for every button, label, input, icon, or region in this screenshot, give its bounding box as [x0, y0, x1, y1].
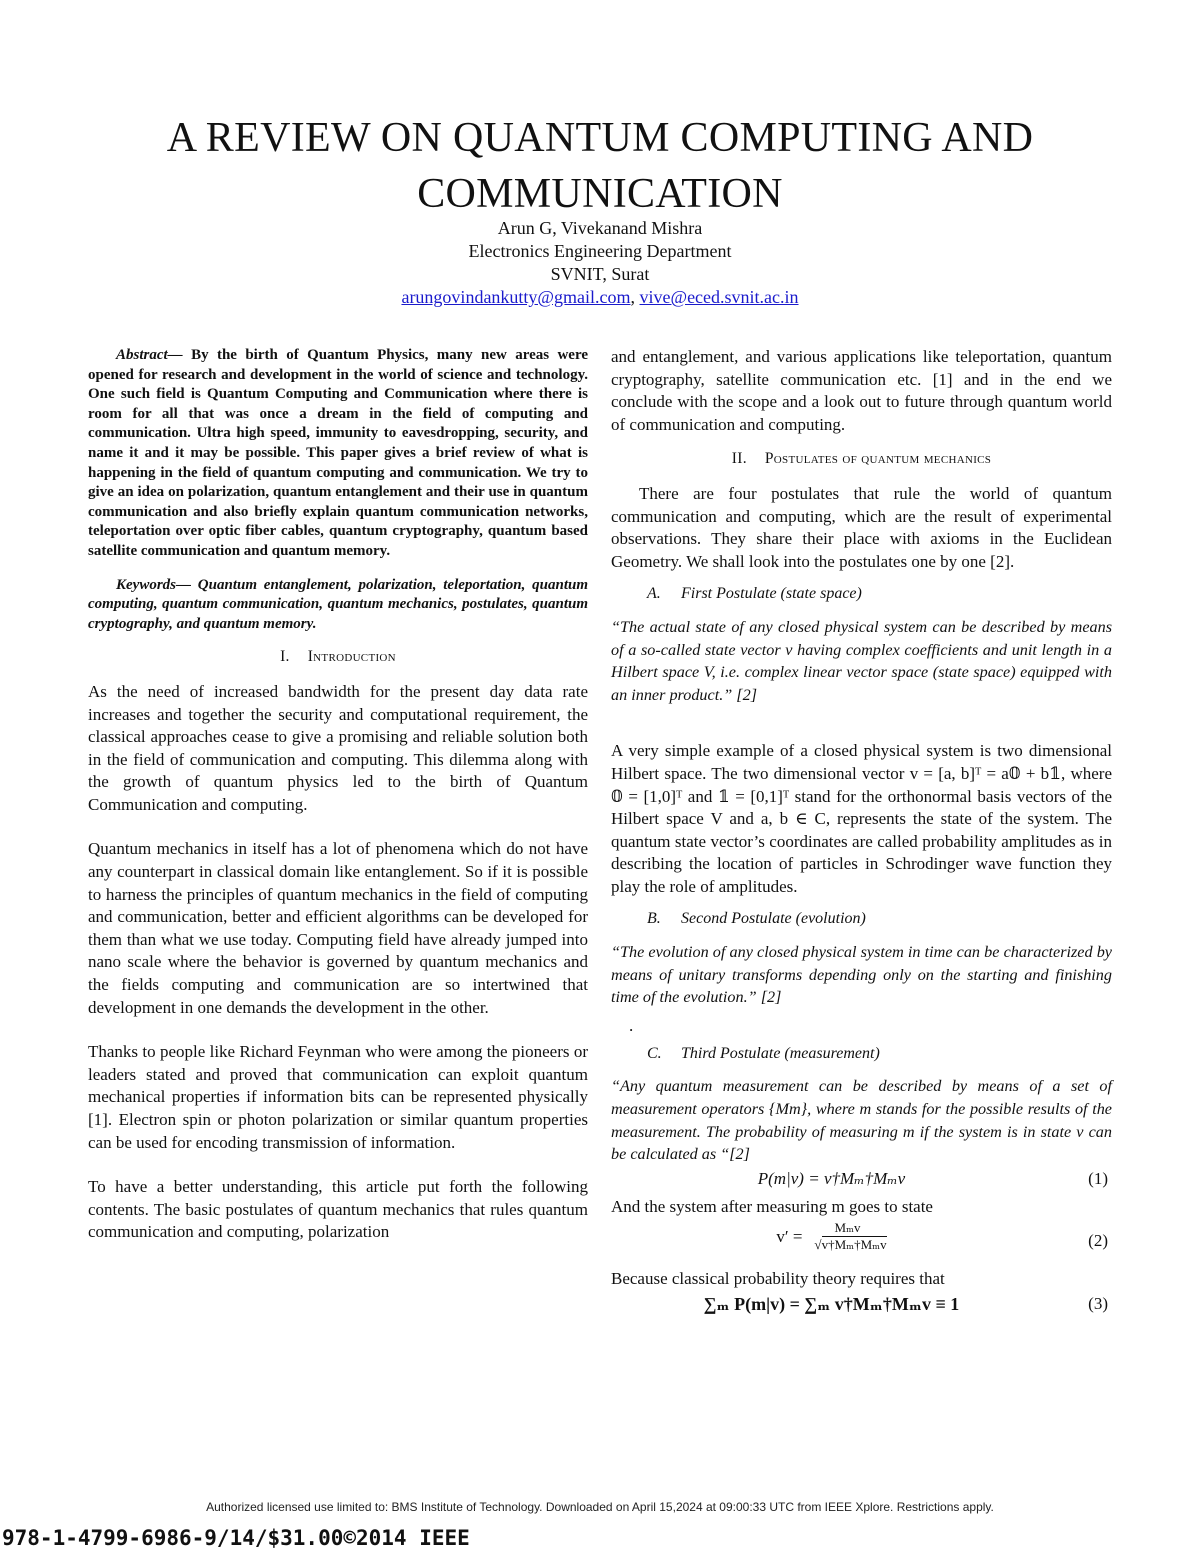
equation-number: (2): [1088, 1231, 1108, 1251]
equation-expression: P(m|v) = v†Mₘ†Mₘv: [757, 1168, 906, 1188]
subsection-heading-b: [647, 908, 1112, 931]
equation-lhs: v′ =: [776, 1226, 803, 1246]
section-number: I.: [280, 648, 290, 666]
subsection-letter: C.: [647, 1044, 662, 1062]
equation-3: [611, 1293, 1112, 1319]
section-number: II.: [731, 450, 747, 468]
email-link-2[interactable]: vive@eced.svnit.ac.in: [639, 287, 799, 307]
fraction-wrapper: [776, 1220, 886, 1253]
postulate-quote: “The evolution of any closed physical system in time can be characterized by means of unitary transforms depending only on the starting and finishing time of the evolution.” [2]: [611, 943, 1112, 1007]
section-title: Postulates of quantum mechanics: [764, 450, 992, 468]
section-heading-postulates: [611, 448, 1112, 471]
subsection-letter: A.: [647, 585, 661, 603]
author-emails: [300, 286, 900, 309]
equation-number: (1): [1088, 1168, 1108, 1188]
fraction-denominator-radicand: v†Mₘ†Mₘv: [821, 1237, 887, 1253]
equation-number: (3): [1088, 1294, 1108, 1313]
subsection-heading-c: [647, 1043, 1112, 1066]
subsection-title: Second Postulate (evolution): [681, 910, 866, 928]
subsection-letter: B.: [647, 910, 661, 928]
affiliation-institute: SVNIT, Surat: [550, 264, 650, 284]
abstract-text: By the birth of Quantum Physics, many new areas were opened for research and development in the world of science and technology. One such field is Quantum Computing and Communication where there is room for all that was once a dream in the field of computing and communication. Ultra high speed, immunity to eavesdropping, security, and name it and it may be possible. This paper gives a brief review of what is happening in the field of quantum computing and communication. We try to give an idea on polarization, quantum entanglement and their use in quantum communication and also briefly explain quantum communication networks, teleportation over optic fiber cables, quantum cryptography, quantum based satellite communication and quantum memory.: [88, 347, 588, 559]
postulates-intro: There are four postulates that rule the world of quantum communication and computing, which are the result of experimental observations. They share their place with axioms in the Euclidean Geometry. We shall look into the postulates one by one [2].: [611, 483, 1112, 571]
keywords-text: Quantum entanglement, polarization, teleportation, quantum computing, quantum communication, quantum mechanics, postulates, quantum cryptography, and quantum memory.: [88, 576, 588, 632]
equation-1: [611, 1168, 1112, 1194]
after-measure-text: And the system after measuring m goes to state: [611, 1196, 933, 1216]
affiliation-department: Electronics Engineering Department: [468, 241, 732, 261]
because-text: Because classical probability theory requires that: [611, 1269, 945, 1289]
subsection-title: Third Postulate (measurement): [681, 1044, 880, 1062]
intro-paragraph: Thanks to people like Richard Feynman who were among the pioneers or leaders stated and proved that communication can exploit quantum mechanical properties if information bits can be represented physically [1]. Electron spin or photon polarization or similar quantum properties can be used for encoding transmission of information.: [88, 1042, 588, 1152]
left-column: [88, 346, 588, 1244]
section-title: Introduction: [307, 648, 396, 666]
intro-paragraph-continuation: and entanglement, and various applications like teleportation, quantum cryptography, satellite communication etc. [1] and in the end we conclude with the scope and a look out to future through quantum world of communication and computing.: [611, 347, 1112, 434]
fraction-numerator: Mₘv: [829, 1220, 867, 1237]
equation-2: [611, 1220, 1112, 1266]
section-heading-introduction: [88, 646, 588, 669]
author-block: [300, 217, 900, 309]
stray-mark: .: [629, 1015, 634, 1035]
paper-title: A REVIEW ON QUANTUM COMPUTING AND COMMUNICATION: [166, 115, 1034, 217]
postulate-quote: “Any quantum measurement can be described by means of a set of measurement operators {Mm}, where m stands for the possible results of the measurement. The probability of measuring m if the system is in state v can be calculated as “[2]: [611, 1077, 1112, 1164]
license-footer: Authorized licensed use limited to: BMS Institute of Technology. Downloaded on April 15,2024 at 09:00:33 UTC from IEEE Xplore. Restrictions apply.: [206, 1500, 994, 1514]
intro-paragraph: As the need of increased bandwidth for the present day data rate increases and together the security and computational requirement, the classical approaches cease to give a promising and reliable solution both in the field of communication and computing. This dilemma along with the growth of quantum physics led to the birth of Quantum Communication and computing.: [88, 681, 588, 814]
keywords: [88, 576, 588, 635]
email-link-1[interactable]: arungovindankutty@gmail.com: [401, 287, 631, 307]
fraction: [808, 1220, 886, 1253]
fraction-denominator: √v†Mₘ†Mₘv: [814, 1237, 887, 1253]
postulate-example: A very simple example of a closed physical system is two dimensional Hilbert space. The two dimensional vector v = [a, b]ᵀ = a𝟘 + b𝟙, where 𝟘 = [1,0]ᵀ and 𝟙 = [0,1]ᵀ stand for the orthonormal basis vectors of the Hilbert space V and a, b ∈ C, represents the state of the system. The quantum state vector’s coordinates are called probability amplitudes as in describing the location of particles in Schrodinger wave function they play the role of amplitudes.: [611, 741, 1112, 896]
keywords-lead: Keywords—: [116, 576, 191, 593]
subsection-title: First Postulate (state space): [681, 585, 862, 603]
intro-paragraph: Quantum mechanics in itself has a lot of phenomena which do not have any counterpart in classical domain like entanglement. So if it is possible to harness the principles of quantum mechanics in the field of computing and communication, better and efficient algorithms can be developed for them than what we use today. Computing field have already jumped into nano scale where the behavior is governed by quantum mechanics and the fields computing and communication are so intertwined that development in one demands the development in the other.: [88, 839, 588, 1017]
intro-paragraph-continued: To have a better understanding, this article put forth the following contents. The basic postulates of quantum mechanics that rules quantum communication and computing, polarization: [88, 1177, 588, 1242]
equation-expression: ∑ₘ P(m|v) = ∑ₘ v†Mₘ†Mₘv ≡ 1: [703, 1294, 960, 1314]
equation-expression: [611, 1220, 1052, 1253]
subsection-heading-a: [647, 583, 1112, 606]
email-separator: ,: [630, 287, 640, 307]
postulate-quote: “The actual state of any closed physical system can be described by means of a so-called state vector v having complex coefficients and unit length in a Hilbert space V, i.e. complex linear vector space (state space) equipped with an inner product.” [2]: [611, 617, 1112, 704]
copyright-line: 978-1-4799-6986-9/14/$31.00©2014 IEEE: [2, 1526, 470, 1550]
right-column: [611, 346, 1112, 1321]
abstract-lead: Abstract—: [116, 347, 183, 363]
abstract: [88, 346, 588, 562]
author-names: Arun G, Vivekanand Mishra: [497, 218, 703, 238]
